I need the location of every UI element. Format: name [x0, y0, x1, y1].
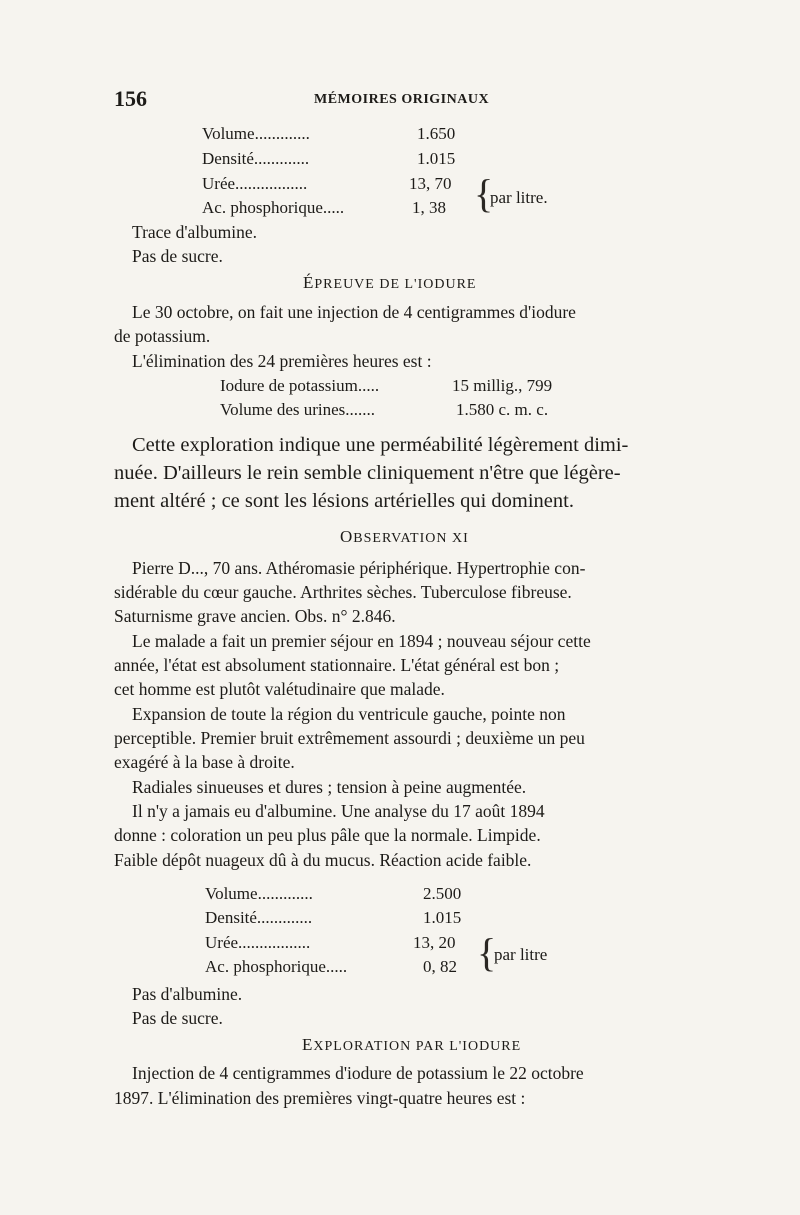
paragraph-line: exagéré à la base à droite. — [114, 752, 295, 772]
section-heading: OBSERVATION XI — [340, 527, 469, 546]
brace-icon: { — [477, 930, 497, 975]
paragraph-line: sidérable du cœur gauche. Arthrites sèches. Tuberculose fibreuse. — [114, 582, 572, 602]
paragraph-line: Le malade a fait un premier séjour en 1894 ; nouveau séjour cette — [132, 631, 591, 651]
table-label: Densité............. — [202, 149, 310, 168]
paragraph-line: L'élimination des 24 premières heures est : — [132, 351, 432, 371]
paragraph-line: Injection de 4 centigrammes d'iodure de potassium le 22 octobre — [132, 1063, 584, 1083]
table-label: Urée................. — [202, 174, 308, 193]
note-line: Pas de sucre. — [132, 1008, 223, 1028]
note-line: Pas de sucre. — [132, 246, 223, 266]
unit-label: par litre. — [490, 188, 548, 207]
paragraph-line: perceptible. Premier bruit extrêmement assourdi ; deuxième un peu — [114, 728, 585, 748]
table-value: 13, 70 — [409, 174, 452, 193]
paragraph-line: Le 30 octobre, on fait une injection de 4 centigrammes d'iodure — [132, 302, 576, 322]
table-value: 1, 38 — [412, 198, 446, 217]
table-label: Urée................. — [205, 933, 311, 952]
running-title: MÉMOIRES ORIGINAUX — [314, 92, 490, 107]
table-label: Densité............. — [205, 908, 313, 927]
table-value: 1.650 — [417, 124, 456, 143]
table-value: 1.015 — [423, 908, 462, 927]
paragraph-line: Pierre D..., 70 ans. Athéromasie périphérique. Hypertrophie con- — [132, 558, 586, 578]
table-value: 0, 82 — [423, 957, 457, 976]
paragraph-line: 1897. L'élimination des premières vingt-quatre heures est : — [114, 1088, 526, 1108]
paragraph-line: Radiales sinueuses et dures ; tension à peine augmentée. — [132, 777, 527, 797]
paragraph-line: nuée. D'ailleurs le rein semble cliniquement n'être que légère- — [114, 462, 621, 484]
table-value: 2.500 — [423, 884, 462, 903]
table-label: Iodure de potassium..... — [220, 376, 380, 395]
table-label: Volume............. — [205, 884, 313, 903]
table-label: Ac. phosphorique..... — [202, 198, 345, 217]
paragraph-line: de potassium. — [114, 326, 211, 346]
paragraph-line: année, l'état est absolument stationnaire. L'état général est bon ; — [114, 655, 560, 675]
table-label: Volume des urines....... — [220, 400, 376, 419]
table-value: 13, 20 — [413, 933, 456, 952]
table-value: 15 millig., 799 — [452, 376, 553, 395]
paragraph-line: Saturnisme grave ancien. Obs. n° 2.846. — [114, 606, 396, 626]
section-heading: ÉPREUVE DE L'IODURE — [303, 273, 477, 292]
paragraph-line: Faible dépôt nuageux dû à du mucus. Réaction acide faible. — [114, 850, 532, 870]
table-label: Volume............. — [202, 124, 310, 143]
page-number: 156 — [114, 86, 147, 111]
paragraph-line: ment altéré ; ce sont les lésions artérielles qui dominent. — [114, 490, 574, 512]
paragraph-line: Il n'y a jamais eu d'albumine. Une analyse du 17 août 1894 — [132, 801, 545, 821]
page-header — [114, 86, 694, 116]
paragraph-line: Cette exploration indique une perméabilité légèrement dimi- — [132, 434, 629, 456]
table-label: Ac. phosphorique..... — [205, 957, 348, 976]
note-line: Pas d'albumine. — [132, 984, 243, 1004]
table-value: 1.015 — [417, 149, 456, 168]
paragraph-line: cet homme est plutôt valétudinaire que malade. — [114, 679, 445, 699]
paragraph-line: Expansion de toute la région du ventricule gauche, pointe non — [132, 704, 566, 724]
table-value: 1.580 c. m. c. — [456, 400, 549, 419]
note-line: Trace d'albumine. — [132, 222, 257, 242]
brace-icon: { — [474, 171, 494, 216]
unit-label: par litre — [494, 945, 548, 964]
paragraph-line: donne : coloration un peu plus pâle que la normale. Limpide. — [114, 825, 541, 845]
section-heading: EXPLORATION PAR L'IODURE — [302, 1035, 522, 1054]
